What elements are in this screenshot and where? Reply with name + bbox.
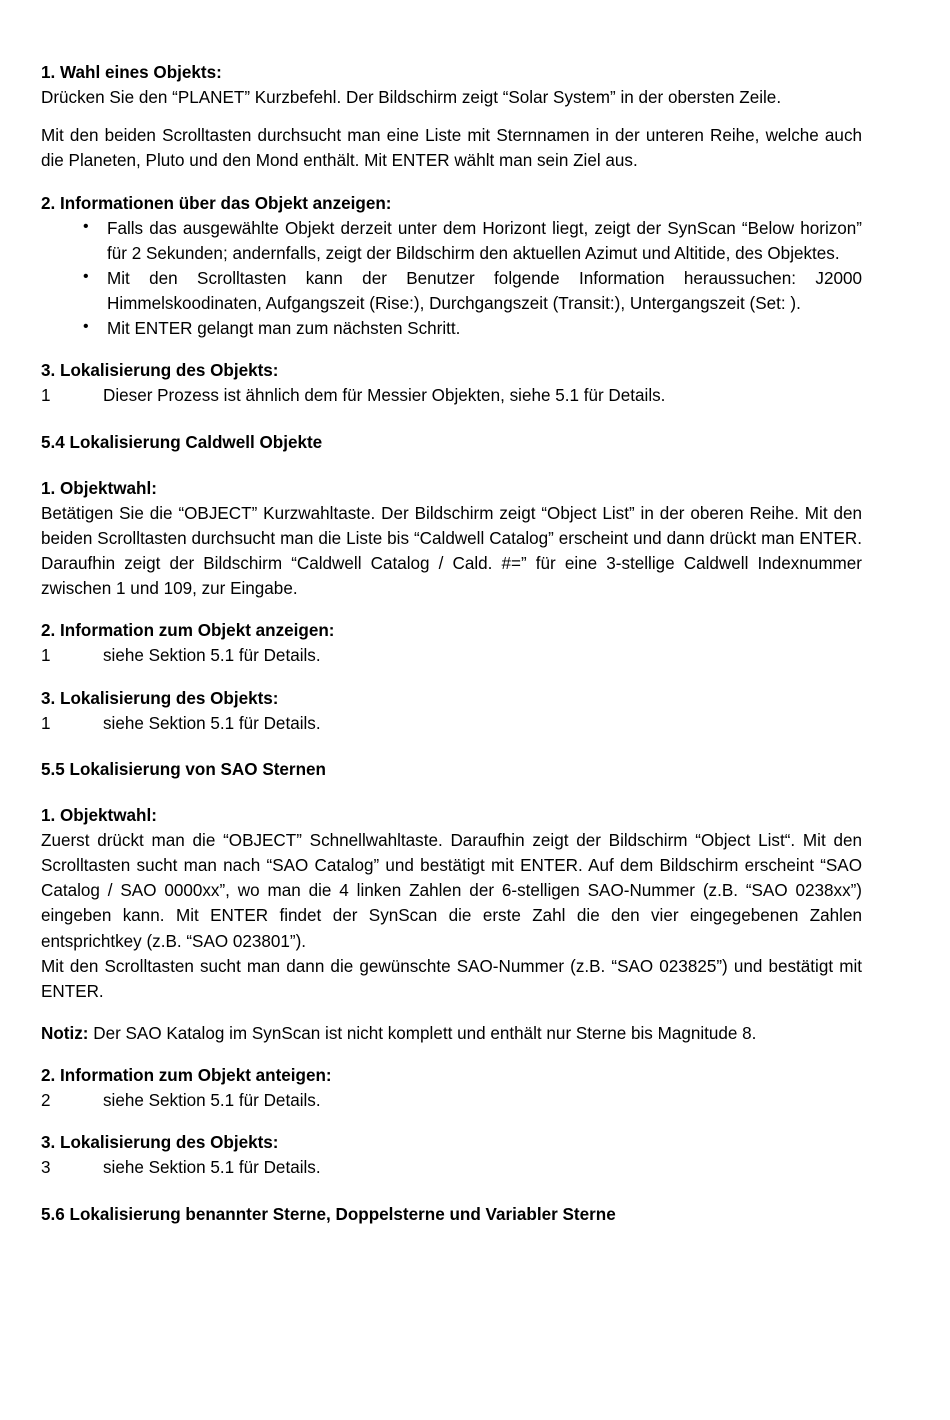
list-item: • Mit den Scrolltasten kann der Benutzer folgende Information heraussuchen: J2000 Himmelskoodinaten, Aufgangszeit (Rise:), Durchgangszeit (Transit:), Untergangszeit (Set: ). — [41, 266, 862, 316]
spacer — [41, 409, 862, 430]
spacer — [41, 110, 862, 123]
section-heading: 1. Wahl eines Objekts: — [41, 63, 222, 82]
section-information-zum-objekt-anteigen-sao — [41, 1063, 862, 1113]
paragraph: Drücken Sie den “PLANET” Kurzbefehl. Der Bildschirm zeigt “Solar System” in der obersten Zeile. — [41, 88, 782, 108]
section-heading: 1. Objektwahl: — [41, 805, 157, 825]
section-wahl-eines-objekts — [41, 60, 862, 174]
section-objektwahl-sao — [41, 803, 862, 1004]
spacer — [41, 455, 862, 476]
spacer — [41, 669, 862, 686]
note-text: Der SAO Katalog im SynScan ist nicht komplett und enthält nur Sterne bis Magnitude 8. — [88, 1023, 757, 1043]
section-notiz-sao — [41, 1021, 862, 1046]
row-number: 1 — [41, 713, 51, 733]
section-information-zum-objekt-anzeigen-caldwell — [41, 618, 862, 668]
list-item: • Falls das ausgewählte Objekt derzeit unter dem Horizont liegt, zeigt der SynScan “Below horizon” für 2 Sekunden; andernfalls, zeigt der Bildschirm den aktuellen Azimut und Altitide, des Objektes. — [41, 216, 862, 266]
section-heading: 1. Objektwahl: — [41, 478, 157, 498]
numbered-row — [41, 643, 862, 668]
note-paragraph — [41, 1021, 862, 1046]
section-heading: 3. Lokalisierung des Objekts: — [41, 688, 279, 708]
section-benannte-sterne — [41, 1202, 862, 1227]
document-body — [41, 60, 862, 1227]
row-number: 2 — [41, 1091, 51, 1111]
paragraph: Zuerst drückt man die “OBJECT” Schnellwahltaste. Daraufhin zeigt der Bildschirm “Object List“. Mit den Scrolltasten sucht man nach “SAO Catalog” und bestätigt mit ENTER. Auf dem Bildschirm erscheint “SAO Catalog / SAO 0000xx”, wo man die 4 linken Zahlen der 6-stelligen SAO-Nummer (z.B. “SAO 0238xx”) eingeben kann. Mit ENTER findet der SynScan die erste Zahl die den vier eingegebenen Zahlen entsprichtkey (z.B. “SAO 023801”). — [41, 831, 862, 951]
spacer — [41, 1181, 862, 1202]
section-heading: 2. Informationen über das Objekt anzeigen: — [41, 193, 392, 213]
section-heading: 3. Lokalisierung des Objekts: — [41, 361, 279, 381]
paragraph: Mit den Scrolltasten sucht man dann die gewünschte SAO-Nummer (z.B. “SAO 023825”) und bestätigt mit ENTER. — [41, 956, 862, 1001]
section-heading: 2. Information zum Objekt anteigen: — [41, 1066, 332, 1085]
section-heading: 2. Information zum Objekt anzeigen: — [41, 621, 335, 641]
note-label: Notiz: — [41, 1023, 89, 1043]
spacer — [41, 1113, 862, 1130]
row-number: 1 — [41, 646, 51, 666]
paragraph: Betätigen Sie die “OBJECT” Kurzwahltaste. Der Bildschirm zeigt “Object List” in der oberen Reihe. Mit den beiden Scrolltasten durchsucht man die Liste bis “Caldwell Catalog” erscheint und dann drückt man ENTER. Daraufhin zeigt der Bildschirm “Caldwell Catalog / Cald. #=” für eine 3-stellige Caldwell Indexnummer zwischen 1 und 109, zur Eingabe. — [41, 503, 862, 599]
numbered-row — [41, 711, 862, 736]
row-text: siehe Sektion 5.1 für Details. — [103, 1091, 321, 1111]
row-text: siehe Sektion 5.1 für Details. — [103, 1158, 321, 1178]
row-text: siehe Sektion 5.1 für Details. — [103, 713, 321, 733]
section-heading: 3. Lokalisierung des Objekts: — [41, 1133, 279, 1153]
row-text: Dieser Prozess ist ähnlich dem für Messier Objekten, siehe 5.1 für Details. — [103, 386, 666, 406]
section-sao-sterne — [41, 757, 862, 782]
numbered-row — [41, 1155, 862, 1180]
paragraph: Mit den beiden Scrolltasten durchsucht man eine Liste mit Sternnamen in der unteren Reihe, welche auch die Planeten, Pluto und den Mond enthält. Mit ENTER wählt man sein Ziel aus. — [41, 126, 862, 171]
spacer — [41, 782, 862, 803]
spacer — [41, 601, 862, 618]
numbered-row — [41, 1088, 862, 1113]
section-heading: 5.5 Lokalisierung von SAO Sternen — [41, 759, 326, 779]
section-lokalisierung-des-objekts-caldwell — [41, 686, 862, 736]
section-lokalisierung-des-objekts-1 — [41, 358, 862, 408]
section-objektwahl-caldwell — [41, 476, 862, 602]
spacer — [41, 341, 862, 358]
row-number: 3 — [41, 1158, 51, 1178]
numbered-row — [41, 383, 862, 408]
list-item: • Mit ENTER gelangt man zum nächsten Schritt. — [41, 316, 862, 341]
bullet-list — [41, 216, 862, 342]
row-text: siehe Sektion 5.1 für Details. — [103, 646, 321, 666]
section-heading: 5.4 Lokalisierung Caldwell Objekte — [41, 432, 323, 452]
section-lokalisierung-des-objekts-sao — [41, 1130, 862, 1180]
section-caldwell — [41, 430, 862, 455]
spacer — [41, 1004, 862, 1021]
spacer — [41, 174, 862, 191]
section-heading: 5.6 Lokalisierung benannter Sterne, Doppelsterne und Variabler Sterne — [41, 1204, 616, 1224]
spacer — [41, 1046, 862, 1063]
section-informationen-ueber-das-objekt-anzeigen — [41, 191, 862, 342]
spacer — [41, 736, 862, 757]
row-number: 1 — [41, 386, 51, 406]
